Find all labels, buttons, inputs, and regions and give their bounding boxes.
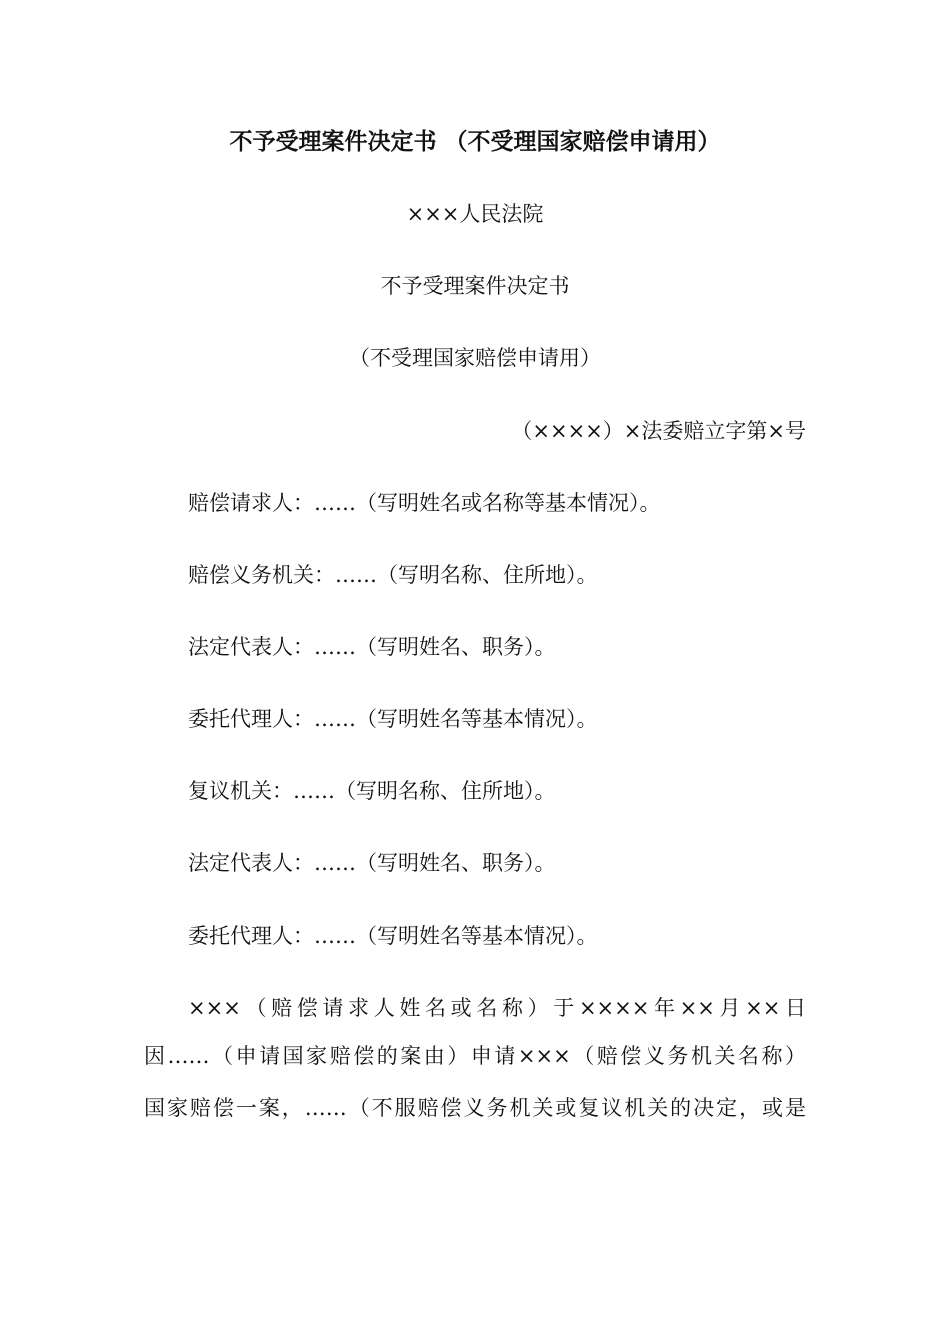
paragraph-line-2: 因……（申请国家赔偿的案由）申请×××（赔偿义务机关名称）: [144, 1044, 806, 1068]
party-legal-rep-1: 法定代表人：……（写明姓名、职务）。: [188, 635, 556, 659]
document-title: 不予受理案件决定书 （不受理国家赔偿申请用）: [229, 128, 721, 155]
party-agent-2: 委托代理人：……（写明姓名等基本情况）。: [188, 924, 598, 948]
paragraph-line-1: ×××（赔偿请求人姓名或名称）于××××年××月××日: [188, 996, 806, 1020]
party-claimant: 赔偿请求人：……（写明姓名或名称等基本情况）。: [188, 491, 661, 515]
court-name: ×××人民法院: [406, 202, 544, 226]
party-review-organ: 复议机关：……（写明名称、住所地）。: [188, 779, 556, 803]
party-obligor: 赔偿义务机关：……（写明名称、住所地）。: [188, 563, 598, 587]
document-subtitle: （不受理国家赔偿申请用）: [349, 346, 601, 370]
party-agent-1: 委托代理人：……（写明姓名等基本情况）。: [188, 707, 598, 731]
document-name: 不予受理案件决定书: [380, 274, 570, 298]
case-number: （××××）×法委赔立字第×号: [511, 419, 806, 443]
paragraph-line-3: 国家赔偿一案，……（不服赔偿义务机关或复议机关的决定，或是: [144, 1096, 806, 1120]
party-legal-rep-2: 法定代表人：……（写明姓名、职务）。: [188, 851, 556, 875]
